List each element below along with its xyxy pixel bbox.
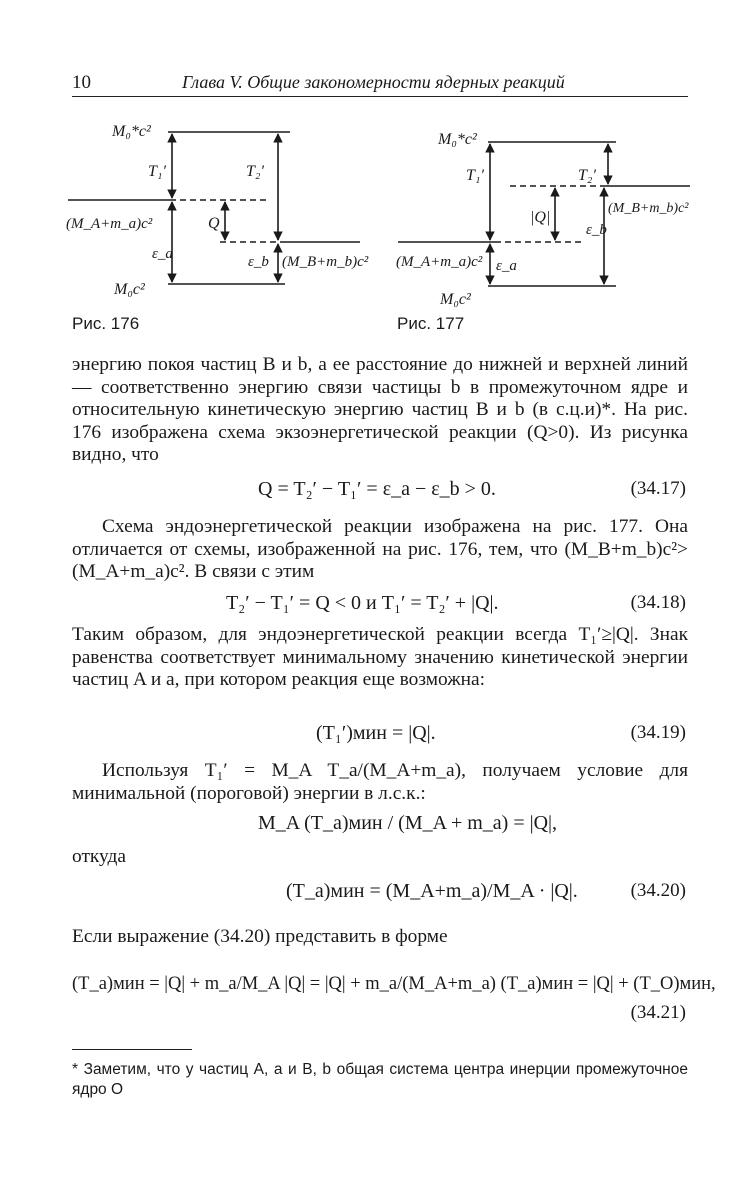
caption-176: Рис. 176 (72, 314, 140, 333)
running-title: Глава V. Общие закономерности ядерных реакций (182, 72, 565, 92)
para6-text: Если выражение (34.20) представить в форме (72, 926, 448, 947)
label-bottom: M₀c² (440, 291, 471, 308)
equation-condition (72, 812, 688, 840)
label-eb: ε_b (586, 222, 607, 238)
eq-body: M_A (T_a)мин / (M_A + m_a) = |Q|, (258, 812, 558, 834)
eq-body: (T₁′)мин = |Q|. (316, 722, 436, 744)
eq-body: Q = T₂′ − T₁′ = ε_a − ε_b > 0. (258, 478, 496, 500)
label-t1: T₁′ (148, 163, 166, 180)
equation-34-21 (72, 974, 716, 1024)
running-header (72, 72, 688, 98)
label-t2: T₂′ (246, 163, 264, 180)
paragraph-4 (72, 760, 688, 805)
equation-34-19 (72, 722, 688, 750)
label-t1: T₁′ (466, 167, 484, 184)
label-eb: ε_b (248, 254, 269, 270)
footnote-rule (72, 1049, 192, 1050)
paragraph-2 (72, 516, 688, 584)
header-rule (72, 96, 688, 97)
label-mb: (M_B+m_b)c² (608, 201, 689, 216)
label-q: Q (208, 215, 220, 232)
paragraph-5 (72, 846, 688, 869)
footnote: * Заметим, что у частиц A, a и B, b общая система центра инерции промежуточное ядро O (72, 1061, 688, 1098)
label-mb: (M_B+m_b)c² (282, 254, 369, 270)
paragraph-1 (72, 354, 688, 467)
eq-number: (34.19) (630, 722, 686, 743)
eq-number: (34.18) (630, 592, 686, 613)
page-number: 10 (72, 72, 91, 93)
para2-text: Схема эндоэнергетической реакции изображена на рис. 177. Она отличается от схемы, изображенной на рис. 176, тем, что (M_B+m_b)c²>(M_A+m_a)c². В связи с этим (72, 516, 688, 583)
label-top: M₀*c² (112, 123, 151, 140)
eq-body: T₂′ − T₁′ = Q < 0 и T₁′ = T₂′ + |Q|. (226, 592, 499, 614)
caption-177: Рис. 177 (397, 314, 465, 333)
eq-number: (34.17) (630, 478, 686, 499)
label-ma: (M_A+m_a)c² (396, 254, 483, 270)
label-ea: ε_a (496, 258, 517, 274)
eq-number: (34.21) (630, 1002, 686, 1023)
label-t2: T₂′ (578, 167, 596, 184)
eq-body: (T_a)мин = (M_A+m_a)/M_A · |Q|. (286, 880, 578, 902)
para5-text: откуда (72, 846, 127, 867)
para1-text: энергию покоя частиц B и b, а ее расстояние до нижней и верхней линий — соответственно энергию связи частицы b в промежуточном ядре и относительную кинетическую энергию частиц B и b (в с.ц.и)*. На рис. 176 изображена схема экзоэнергетической реакции (Q>0). Из рисунка видно, что (72, 354, 688, 466)
label-bottom: M₀c² (114, 281, 145, 298)
eq-body: (T_a)мин = |Q| + m_a/M_A |Q| = |Q| + m_a/(M_A+m_a) (T_a)мин = |Q| + (T_O)мин, (72, 974, 716, 994)
eq-number: (34.20) (630, 880, 686, 901)
para3-text: Таким образом, для эндоэнергетической реакции всегда T₁′≥|Q|. Знак равенства соответствует минимальному значению кинетической энергии частиц A и a, при котором реакция еще возможна: (72, 624, 688, 691)
label-q: |Q| (530, 209, 551, 226)
figure-176 (60, 110, 380, 310)
equation-34-20 (72, 880, 688, 908)
label-top: M₀*c² (438, 131, 477, 148)
paragraph-6 (72, 926, 688, 949)
label-ma: (M_A+m_a)c² (66, 216, 153, 232)
para4-text: Используя T₁′ = M_A T_a/(M_A+m_a), получаем условие для минимальной (пороговой) энергии в л.с.к.: (72, 760, 688, 804)
paragraph-3 (72, 624, 688, 692)
equation-34-18 (72, 592, 688, 620)
equation-34-17 (72, 478, 688, 506)
figure-177 (390, 110, 700, 310)
label-ea: ε_a (152, 246, 173, 262)
